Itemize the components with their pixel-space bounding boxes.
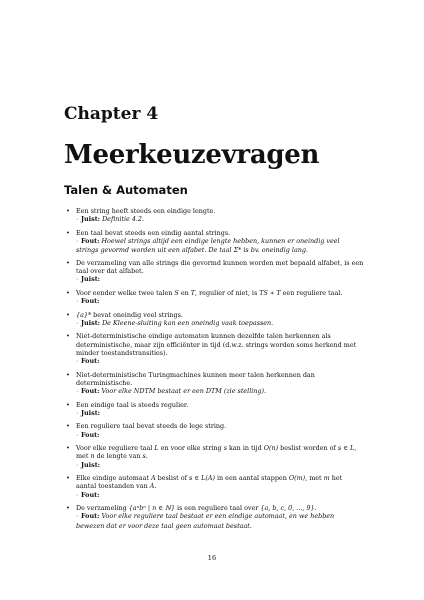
statement-text: een reguliere taal. — [280, 288, 343, 297]
question-statement — [76, 422, 226, 430]
bullet-marker: • — [66, 422, 70, 431]
answer-line — [76, 357, 364, 366]
explanation-text: is bv. oneindig lang. — [241, 246, 309, 255]
statement-text: in een aantal stappen — [214, 474, 289, 483]
bullet-marker: • — [66, 332, 70, 341]
question-statement — [76, 474, 342, 490]
question-item — [64, 474, 364, 500]
explanation-text: Definitie 4.2. — [102, 215, 145, 224]
answer-label: Fout: — [81, 357, 100, 365]
answer-line — [76, 491, 364, 500]
math-expression: m — [323, 474, 330, 483]
answer-explanation — [102, 319, 273, 327]
question-statement — [76, 332, 356, 356]
bullet-marker: • — [66, 370, 70, 379]
question-item — [64, 229, 364, 255]
answer-label: Fout: — [81, 430, 100, 439]
math-expression: {aⁿbⁿ | n ∈ ℕ} — [128, 504, 175, 513]
answer-marker: ◦ — [76, 320, 79, 327]
statement-text: het aantal toestanden van — [76, 474, 343, 491]
statement-text: en voor elke string — [158, 444, 224, 453]
explanation-text: Voor elke NDTM bestaat er een DTM (zie stelling). — [101, 387, 267, 395]
math-expression: O(n) — [263, 444, 279, 453]
statement-text: Voor elke reguliere taal — [76, 444, 155, 453]
answer-marker: ◦ — [76, 239, 79, 245]
answer-marker: ◦ — [76, 432, 79, 439]
explanation-text: Voor elke reguliere taal bestaat er een eindige automaat, en we hebben bewezen dat er voor deze taal geen automaat bestaat. — [76, 512, 335, 530]
answer-label: Juist: — [81, 215, 101, 224]
answer-marker: ◦ — [76, 359, 79, 365]
statement-text: bevat oneindig veel strings. — [91, 310, 183, 319]
answer-label: Fout: — [81, 512, 100, 521]
bullet-marker: • — [66, 504, 70, 513]
question-item — [64, 401, 364, 418]
statement-text: Niet-deterministische Turingmachines kunnen meer talen herkennen dan deterministische. — [76, 370, 315, 387]
answer-line — [76, 409, 364, 418]
statement-text: en — [178, 288, 191, 297]
question-item — [64, 422, 364, 439]
question-statement — [76, 504, 317, 512]
question-item — [64, 371, 364, 397]
math-expression: s — [223, 444, 227, 453]
math-expression: {a}* — [76, 310, 92, 319]
math-expression: TS ∗ T — [259, 288, 281, 297]
explanation-text: Hoewel strings altijd een eindige lengte hebben, kunnen er oneindig veel strings gevormd worden uit een alfabet. De taal — [76, 237, 340, 255]
bullet-marker: • — [66, 474, 70, 483]
question-item — [64, 289, 364, 306]
answer-marker: ◦ — [76, 462, 79, 469]
statement-text: de lengte van — [94, 452, 143, 461]
statement-text: . — [145, 452, 148, 461]
statement-text: , met — [76, 444, 357, 461]
statement-text: De verzameling van alle strings die gevormd kunnen worden met bepaald alfabet, is een taal over dat alfabet. — [76, 258, 364, 275]
answer-label: Fout: — [81, 297, 100, 305]
bullet-marker: • — [66, 207, 70, 215]
statement-text: Voor eender welke twee talen — [76, 288, 175, 297]
question-statement — [76, 259, 363, 275]
chapter-title: Meerkeuzevragen — [64, 140, 320, 170]
answer-explanation — [102, 215, 144, 223]
answer-marker: ◦ — [76, 410, 79, 417]
math-expression: L — [154, 444, 159, 453]
question-statement — [76, 311, 183, 319]
statement-text: Een string heeft steeds een eindige lengte. — [76, 207, 216, 215]
answer-label: Juist: — [81, 408, 101, 417]
answer-line — [76, 461, 364, 470]
answer-label: Juist: — [81, 460, 101, 469]
question-item — [64, 311, 364, 328]
answer-label: Fout: — [81, 490, 100, 499]
statement-text: . — [314, 504, 317, 513]
explanation-text: Σ* — [233, 246, 242, 255]
statement-text: Een taal bevat steeds een eindig aantal strings. — [76, 228, 231, 237]
math-expression: s ∈ L(A) — [189, 474, 215, 483]
answer-line — [76, 319, 364, 328]
answer-label: Fout: — [81, 237, 100, 245]
question-item — [64, 504, 364, 530]
statement-text: , regulier of niet, is — [195, 288, 260, 297]
answer-marker: ◦ — [76, 492, 79, 499]
math-expression: s — [142, 452, 146, 461]
answer-marker: ◦ — [76, 217, 79, 224]
question-item — [64, 332, 364, 366]
math-expression: O(m) — [288, 474, 306, 483]
answer-line — [76, 512, 364, 529]
question-statement — [76, 207, 215, 215]
question-statement — [76, 229, 230, 237]
question-list — [64, 207, 364, 534]
answer-line — [76, 387, 364, 396]
answer-marker: ◦ — [76, 514, 79, 521]
math-expression: {a, b, c, 0, ..., 9} — [260, 504, 315, 513]
question-item — [64, 259, 364, 285]
answer-marker: ◦ — [76, 299, 79, 305]
answer-line — [76, 431, 364, 440]
math-expression: n — [90, 452, 95, 461]
math-expression: A — [149, 482, 155, 491]
explanation-text: De Kleene-sluiting kan een oneindig vaak toepassen. — [102, 318, 274, 327]
math-expression: S — [174, 288, 179, 297]
answer-explanation — [101, 387, 266, 395]
bullet-marker: • — [66, 310, 70, 319]
statement-text: , met — [305, 474, 324, 483]
question-item — [64, 207, 364, 224]
statement-text: Een reguliere taal bevat steeds de lege string. — [76, 422, 227, 431]
statement-text: is een reguliere taal over — [174, 504, 261, 513]
math-expression: A — [151, 474, 156, 483]
statement-text: Elke eindige automaat — [76, 474, 151, 483]
math-expression: T — [190, 288, 196, 297]
section-title: Talen & Automaten — [64, 183, 188, 197]
bullet-marker: • — [66, 288, 70, 297]
question-statement — [76, 444, 356, 460]
answer-line — [76, 215, 364, 224]
page-number: 16 — [207, 554, 217, 562]
answer-label: Juist: — [81, 275, 101, 284]
answer-line — [76, 237, 364, 254]
answer-label: Juist: — [81, 318, 101, 327]
statement-text: De verzameling — [76, 504, 129, 513]
bullet-marker: • — [66, 258, 70, 267]
answer-marker: ◦ — [76, 389, 79, 395]
question-item — [64, 444, 364, 470]
math-expression: s ∈ L — [337, 444, 355, 453]
statement-text: beslist worden of — [278, 444, 338, 453]
statement-text: beslist of — [155, 474, 190, 483]
statement-text: Een eindige taal is steeds regulier. — [76, 400, 189, 409]
answer-explanation — [76, 512, 334, 529]
bullet-marker: • — [66, 444, 70, 453]
answer-line — [76, 297, 364, 306]
answer-label: Fout: — [81, 387, 100, 395]
question-statement — [76, 289, 342, 297]
statement-text: kan in tijd — [226, 444, 264, 453]
statement-text: Niet-deterministische eindige automaten kunnen dezelfde talen herkennen als deterministische, maar zijn efficiënter in tijd (d.w.z. strings worden soms herkend met minder toestandstransities). — [76, 332, 357, 357]
bullet-marker: • — [66, 228, 70, 237]
bullet-marker: • — [66, 400, 70, 409]
answer-marker: ◦ — [76, 277, 79, 284]
answer-line — [76, 275, 364, 284]
chapter-label: Chapter 4 — [64, 104, 159, 124]
statement-text: . — [154, 482, 157, 491]
answer-explanation — [76, 237, 340, 254]
question-statement — [76, 371, 315, 387]
question-statement — [76, 401, 188, 409]
